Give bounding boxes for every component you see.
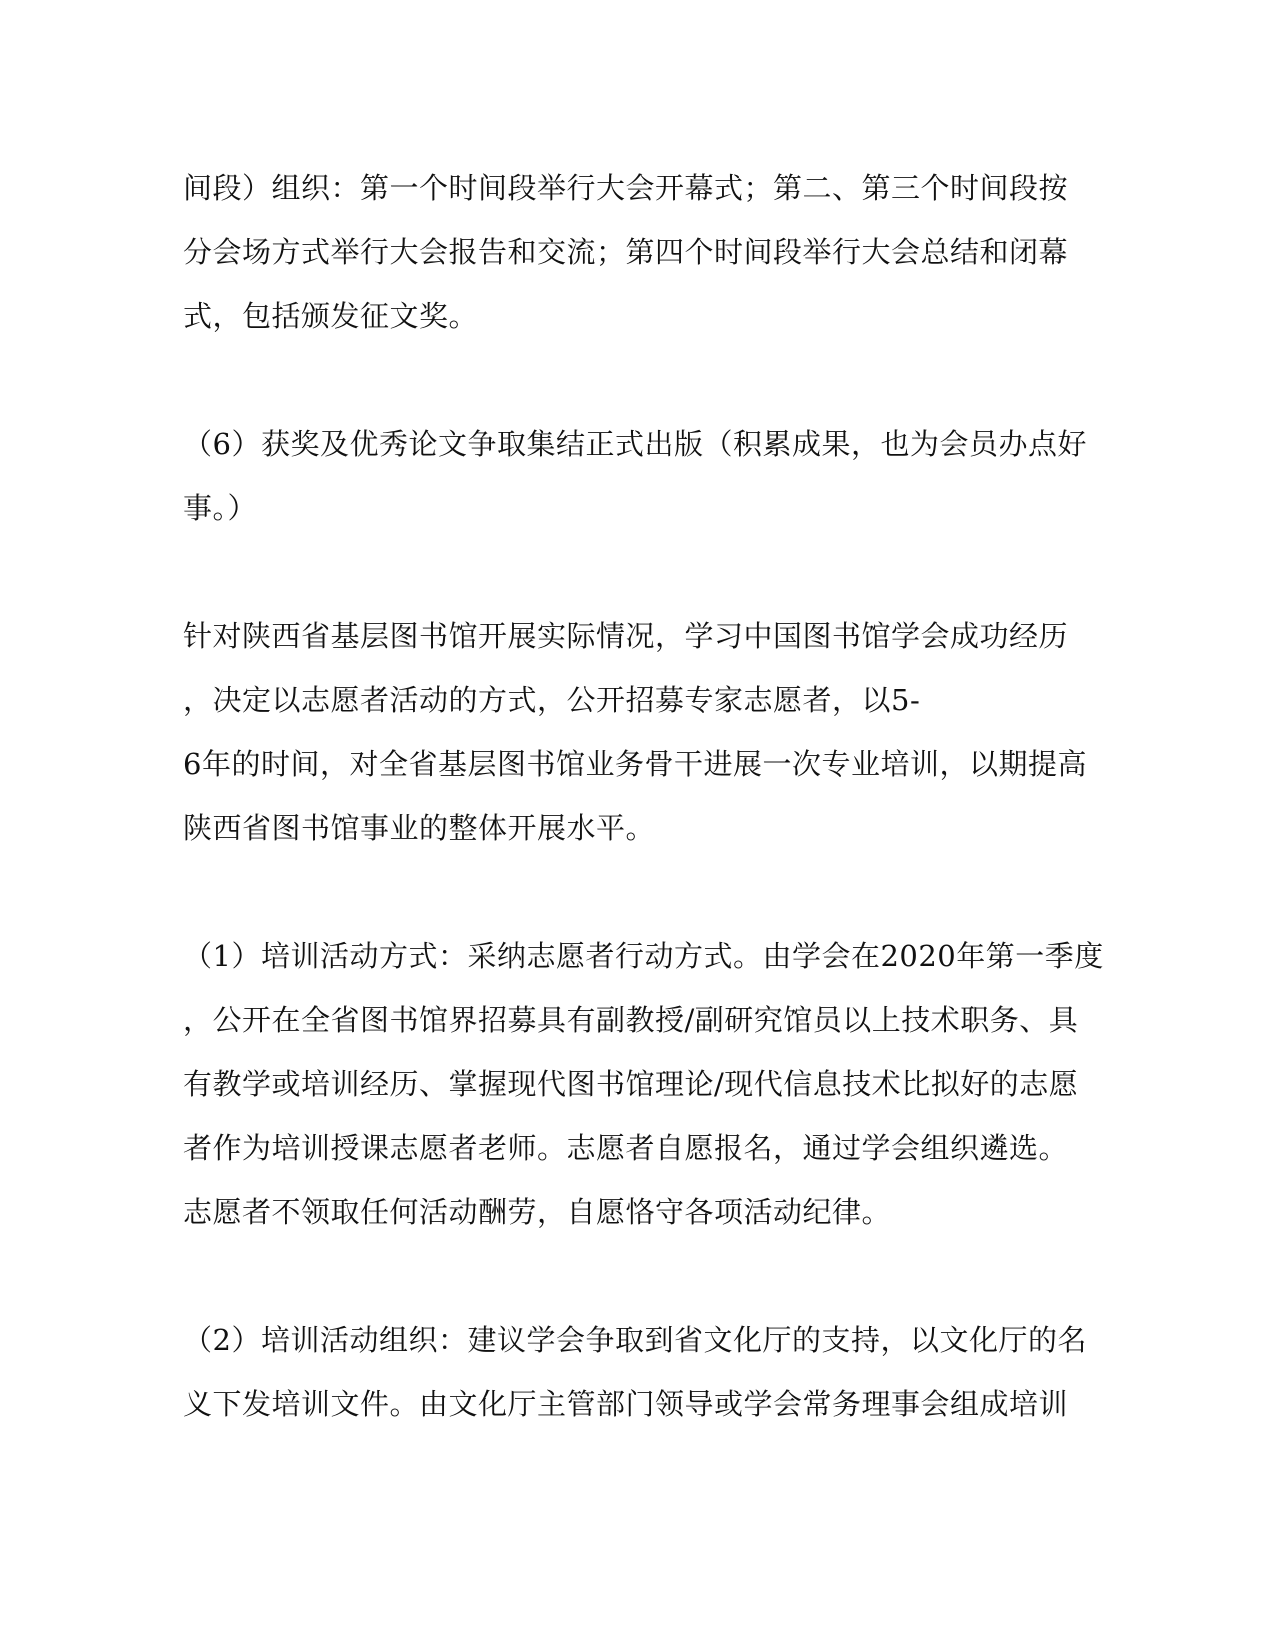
- text-line: ，决定以志愿者活动的方式，公开招募专家志愿者，以5-: [183, 683, 921, 717]
- text-line: 针对陕西省基层图书馆开展实际情况，学习中国图书馆学会成功经历: [183, 619, 1069, 653]
- text-line: 间段）组织：第一个时间段举行大会开幕式；第二、第三个时间段按: [183, 171, 1069, 205]
- text-line: 式，包括颁发征文奖。: [183, 299, 479, 333]
- text-line: （1）培训活动方式：采纳志愿者行动方式。由学会在2020年第一季度: [183, 939, 1104, 973]
- text-line: 陕西省图书馆事业的整体开展水平。: [183, 811, 656, 845]
- text-line: ，公开在全省图书馆界招募具有副教授/副研究馆员以上技术职务、具: [183, 1003, 1079, 1037]
- text-line: 6年的时间，对全省基层图书馆业务骨干进展一次专业培训，以期提高: [183, 747, 1087, 781]
- text-line: （6）获奖及优秀论文争取集结正式出版（积累成果，也为会员办点好: [183, 427, 1087, 461]
- text-line: 事。）: [183, 491, 258, 525]
- text-line: （2）培训活动组织：建议学会争取到省文化厅的支持，以文化厅的名: [183, 1323, 1087, 1357]
- text-line: 义下发培训文件。由文化厅主管部门领导或学会常务理事会组成培训: [183, 1387, 1069, 1421]
- text-line: 分会场方式举行大会报告和交流；第四个时间段举行大会总结和闭幕: [183, 235, 1069, 269]
- text-line: 者作为培训授课志愿者老师。志愿者自愿报名，通过学会组织遴选。: [183, 1131, 1069, 1165]
- text-line: 有教学或培训经历、掌握现代图书馆理论/现代信息技术比拟好的志愿: [183, 1067, 1079, 1101]
- text-line: 志愿者不领取任何活动酬劳，自愿恪守各项活动纪律。: [183, 1195, 892, 1229]
